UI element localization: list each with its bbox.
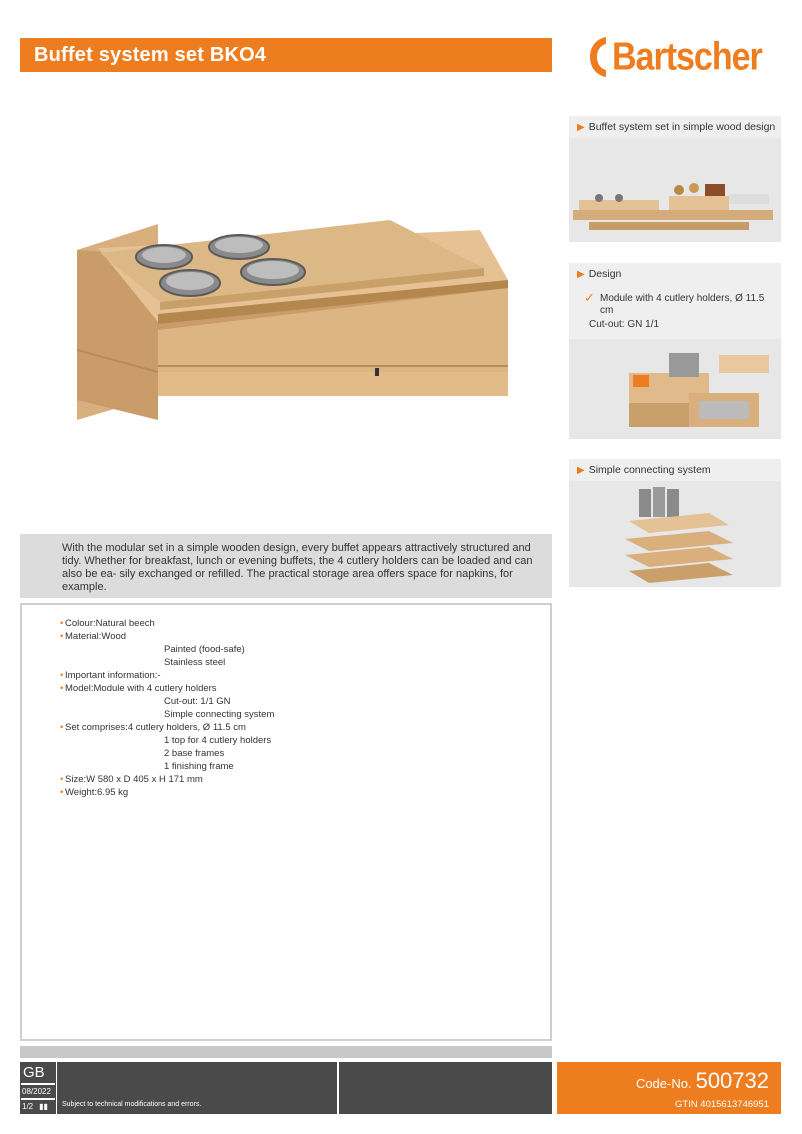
side-card-header <box>569 459 781 481</box>
code-number: 500732 <box>695 1068 769 1093</box>
spec-item <box>60 773 274 786</box>
side-card-header <box>569 263 781 285</box>
side-card-connecting-system <box>569 459 781 587</box>
language-block <box>20 1062 56 1114</box>
triangle-icon: ▶ <box>577 122 585 133</box>
bullet-icon: • <box>60 631 64 642</box>
side-card-design <box>569 263 781 439</box>
spec-label: Weight:6.95 kg <box>65 787 129 798</box>
side-card-title: Simple connecting system <box>588 464 711 476</box>
issue-date: 08/2022 <box>21 1085 55 1098</box>
footer-gray-right <box>339 1062 552 1114</box>
disclaimer-text: Subject to technical modifications and errors. <box>62 1101 202 1108</box>
spec-item <box>60 617 274 630</box>
bullet-icon: • <box>60 787 64 798</box>
page-indicator <box>21 1100 55 1113</box>
spec-sub-item: Painted (food-safe) <box>164 644 245 655</box>
spec-sub-item: 1 top for 4 cutlery holders <box>164 735 272 746</box>
spec-item <box>60 630 274 643</box>
spec-item <box>60 786 274 799</box>
buffet-set-image <box>569 138 781 242</box>
separator-bar <box>20 1046 552 1058</box>
page-title: Buffet system set BKO4 <box>34 44 267 66</box>
spec-sub-item: Simple connecting system <box>164 709 275 720</box>
description-box <box>20 534 552 598</box>
description-text: With the modular set in a simple wooden design, every buffet appears attractively structured and tidy. Whether for breakfast, lunch or evening buffets, the 4 cutlery holders can be loaded and can also be ea- sily exchanged or refilled. The practical storage area offers space for napkins, for example. <box>62 542 533 593</box>
design-module-image <box>569 343 781 439</box>
title-bar <box>20 38 552 72</box>
bullet-icon: • <box>60 722 64 733</box>
side-card-title: Buffet system set in simple wood design <box>588 121 776 133</box>
spec-label: Model:Module with 4 cutlery holders <box>65 683 217 694</box>
spec-sub-item: Cut-out: 1/1 GN <box>164 696 231 707</box>
spec-sub-item: 2 base frames <box>164 748 225 759</box>
spec-item <box>60 669 274 682</box>
product-image <box>40 110 540 510</box>
brand-name: Bartscher <box>612 35 762 79</box>
spec-box <box>20 603 552 1041</box>
side-card-header <box>569 116 781 138</box>
spec-label: Set comprises:4 cutlery holders, Ø 11.5 cm <box>65 722 246 733</box>
bullet-icon: • <box>60 618 64 629</box>
spec-sub-item: Stainless steel <box>164 657 226 668</box>
book-icon: ▮▮ <box>39 1102 48 1111</box>
triangle-icon: ▶ <box>577 269 585 280</box>
bullet-icon: • <box>60 670 64 681</box>
spec-label: Colour:Natural beech <box>65 618 155 629</box>
spec-label: Important information:- <box>65 670 161 681</box>
spec-sub-item: 1 finishing frame <box>164 761 234 772</box>
page-number: 1/2 <box>22 1102 34 1111</box>
code-label <box>636 1068 769 1094</box>
spec-list <box>60 617 274 799</box>
code-label-text: Code-No. <box>635 1076 692 1091</box>
bullet-icon: • <box>60 774 64 785</box>
cutout-text: Cut-out: GN 1/1 <box>589 319 660 330</box>
side-card-text-area <box>569 285 781 339</box>
spec-item <box>60 721 274 734</box>
triangle-icon: ▶ <box>577 465 585 476</box>
side-card-wood-design <box>569 116 781 242</box>
check-icon: ✓ <box>584 290 595 305</box>
bullet-icon: • <box>60 683 64 694</box>
language-code: GB <box>21 1063 55 1083</box>
gtin-text: GTIN 4015613746951 <box>674 1099 769 1110</box>
check-item <box>584 290 777 317</box>
spec-item <box>60 682 274 695</box>
side-card-title: Design <box>588 268 622 280</box>
spec-label: Size:W 580 x D 405 x H 171 mm <box>65 774 203 785</box>
connecting-system-image <box>569 481 781 587</box>
check-text: Module with 4 cutlery holders, Ø 11.5 cm <box>600 293 765 316</box>
code-block <box>557 1062 781 1114</box>
spec-label: Material:Wood <box>65 631 127 642</box>
